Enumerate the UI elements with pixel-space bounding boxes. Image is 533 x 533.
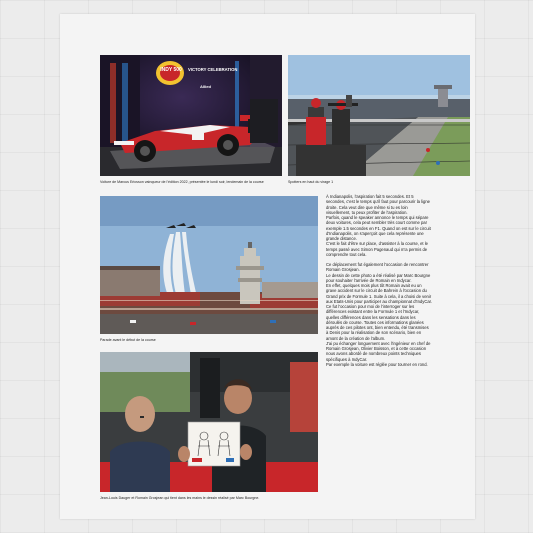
caption-parade: Parade avant le début de la course xyxy=(100,338,156,342)
photo-spotters xyxy=(288,55,470,176)
article-paragraph: C'est le fait d'être sur place, d'assister à la course, et le temps passé avec Simon Pagenaud qui m'a permis de comprendre tout cela. xyxy=(326,241,429,257)
caption-spotters: Spotters en haut du virage 1 xyxy=(288,180,334,184)
photo-portrait xyxy=(100,352,318,492)
article-paragraph: À Indianapolis, l'aspiration fait 5 secondes. Et 5 secondes, c'est le temps qu'il faut pour parcourir la ligne droite. Cela veut dire que même si tu es loin visuellement, tu peux profiter de l'aspiration. xyxy=(326,194,431,215)
article-paragraph: Parfois, quand le speaker annonce le temps qui sépare deux voitures, cela peut sembler très court comme par exemple 1.5 secondes en F1. Quand on est sur le circuit d'Indianapolis, on s'aperçoit que cela représente une grande distance. xyxy=(326,215,431,241)
article-text xyxy=(326,194,432,367)
photo-winning-car xyxy=(100,55,282,176)
caption-portrait: Jean-Louis Dauger et Romain Grosjean qui tient dans les mains le dessin réalisé par Marc Bourgne. xyxy=(100,496,260,500)
article-paragraph: Par exemple la voiture est réglée pour tourner en rond. xyxy=(326,361,428,367)
article-paragraph: Ce fut l'occasion pour moi de l'interroger sur les différences existant entre la Formule 1 et l'Indycar, quelles différences dans les sensations dans les déroulés de course. Toutes ces informations glanées auprès de ces pilotes ont, bien entendu, été transmises à Denis pour la réalisation de son scénario, bien en amont de la création de l'album. xyxy=(326,304,429,341)
caption-winning-car: Voiture de Marcus Ericsson vainqueur de l'édition 2022, présentée le lundi soir, lendemain de la course xyxy=(100,180,264,184)
article-paragraph: J'ai pu échanger longuement avec l'ingénieur en chef de Romain Grosjean, Olivier Boisson, et à cette occasion nous avons abordé de nombreux points techniques spécifiques à IndyCar. xyxy=(326,340,431,362)
victory-celebration-text: VICTORY CELEBRATION xyxy=(188,67,238,72)
article-paragraph: Le dessin de cette photo a été réalisé par Marc Bourgne pour souhaiter l'arrivée de Romain en Indycar. xyxy=(326,272,431,283)
article-paragraph: Ce déplacement fut également l'occasion de rencontrer Romain Grosjean. xyxy=(326,262,429,273)
indy-500-badge: INDY 500 xyxy=(160,67,182,73)
sponsor-logo: Allied xyxy=(200,84,211,89)
photo-parade xyxy=(100,196,318,334)
article-paragraph: En effet, quelques mois plus tôt Romain avait eu un grave accident sur le circuit de Bahrein à l'occasion du Grand prix de Formule 1. Suite à cela, il a choisi de venir aux Etats-Unis pour participer au championnat d'IndyCar. xyxy=(326,283,433,304)
